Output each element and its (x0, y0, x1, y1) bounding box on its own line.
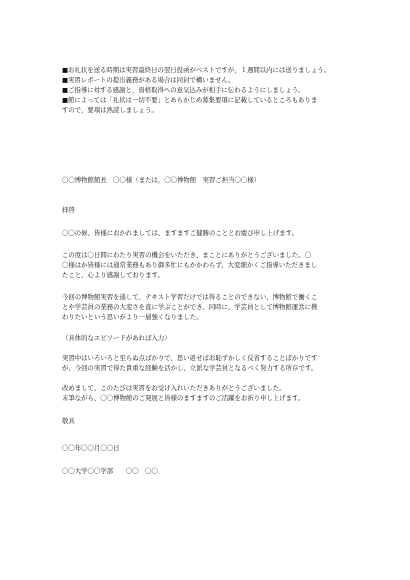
recipient-line: 〇〇博物館館長 〇〇様（または，〇〇博物館 実習ご担当〇〇様） (62, 176, 261, 184)
note-line: ■館によっては「礼状は一切不要」とあらかじめ募集要項に記載しているところもありま (62, 95, 318, 104)
seasonal-greeting (62, 229, 362, 239)
resolve-line: が、今回の実習で得た貴重な経験を活かし、立派な学芸員となるべく努力する所存です。 (62, 363, 318, 372)
resolve-line: 実習中はいろいろと至らぬ点ばかりで、思い返せばお恥ずかしく反省することばかりです (62, 354, 318, 362)
note-line: ■ご指導に対する感謝と，資格取得への意気込みが相手に伝わるようにしましょう。 (62, 85, 305, 94)
thanks-paragraph (62, 251, 362, 281)
thanks-line: この度は〇日間にわたり実習の機会をいただき、まことにありがとうございました。〇 (62, 251, 311, 259)
sender (62, 467, 362, 477)
episode-placeholder (62, 334, 362, 344)
resolve-paragraph (62, 354, 362, 374)
closing-line: 末筆ながら、〇〇博物館のご発展と皆様のますますのご活躍をお祈り申し上げます。 (62, 393, 305, 402)
complimentary-close (62, 417, 362, 427)
date-text: 〇〇年〇〇月〇〇日 (62, 444, 120, 452)
note-line: ■実習レポートの提出義務がある場合は同封で構いません。 (62, 75, 235, 84)
letter-date (62, 444, 362, 454)
experience-line: 今回の博物館実習を通して、テキスト学習だけでは得ることのできない、博物館で働くこ (62, 293, 318, 301)
closing-line: 改めまして、このたびは実習をお受け入れいただきありがとうございました。 (62, 384, 286, 392)
complimentary-close-text: 敬具 (62, 417, 75, 425)
thanks-line: たこと、心より感謝しております。 (62, 270, 164, 279)
experience-paragraph (62, 293, 362, 323)
note-line: ■お礼状を送る時期は実習最終日の翌日投函がベストですが，１週間以内には送りましょう。 (62, 66, 331, 74)
experience-line: わりたいという思いがより一層強くなりました。 (62, 312, 203, 321)
salutation-text: 拝啓 (62, 206, 75, 214)
sender-text: 〇〇大学〇〇学部 〇〇 〇〇 (62, 467, 158, 475)
note-line: すので，要項は熟読しましょう。 (62, 105, 158, 114)
recipient (62, 176, 362, 186)
salutation (62, 206, 362, 216)
guidance-notes (62, 66, 362, 116)
greeting-line: 〇〇の候、皆様におかれましては、ますますご健勝のこととお慶び申し上げます。 (62, 229, 298, 237)
experience-line: とや学芸員の業務の大変さを直に学ぶことができ、同時に、学芸員として博物館運営に携 (62, 302, 318, 311)
episode-placeholder-text: （具体的なエピソードがあれば入力） (62, 334, 171, 342)
closing-paragraph (62, 384, 362, 404)
thanks-line: 〇様はか皆様には通常業務もあり御多忙にもかかわらず、大変細かくご指導いただきまし (62, 260, 318, 269)
